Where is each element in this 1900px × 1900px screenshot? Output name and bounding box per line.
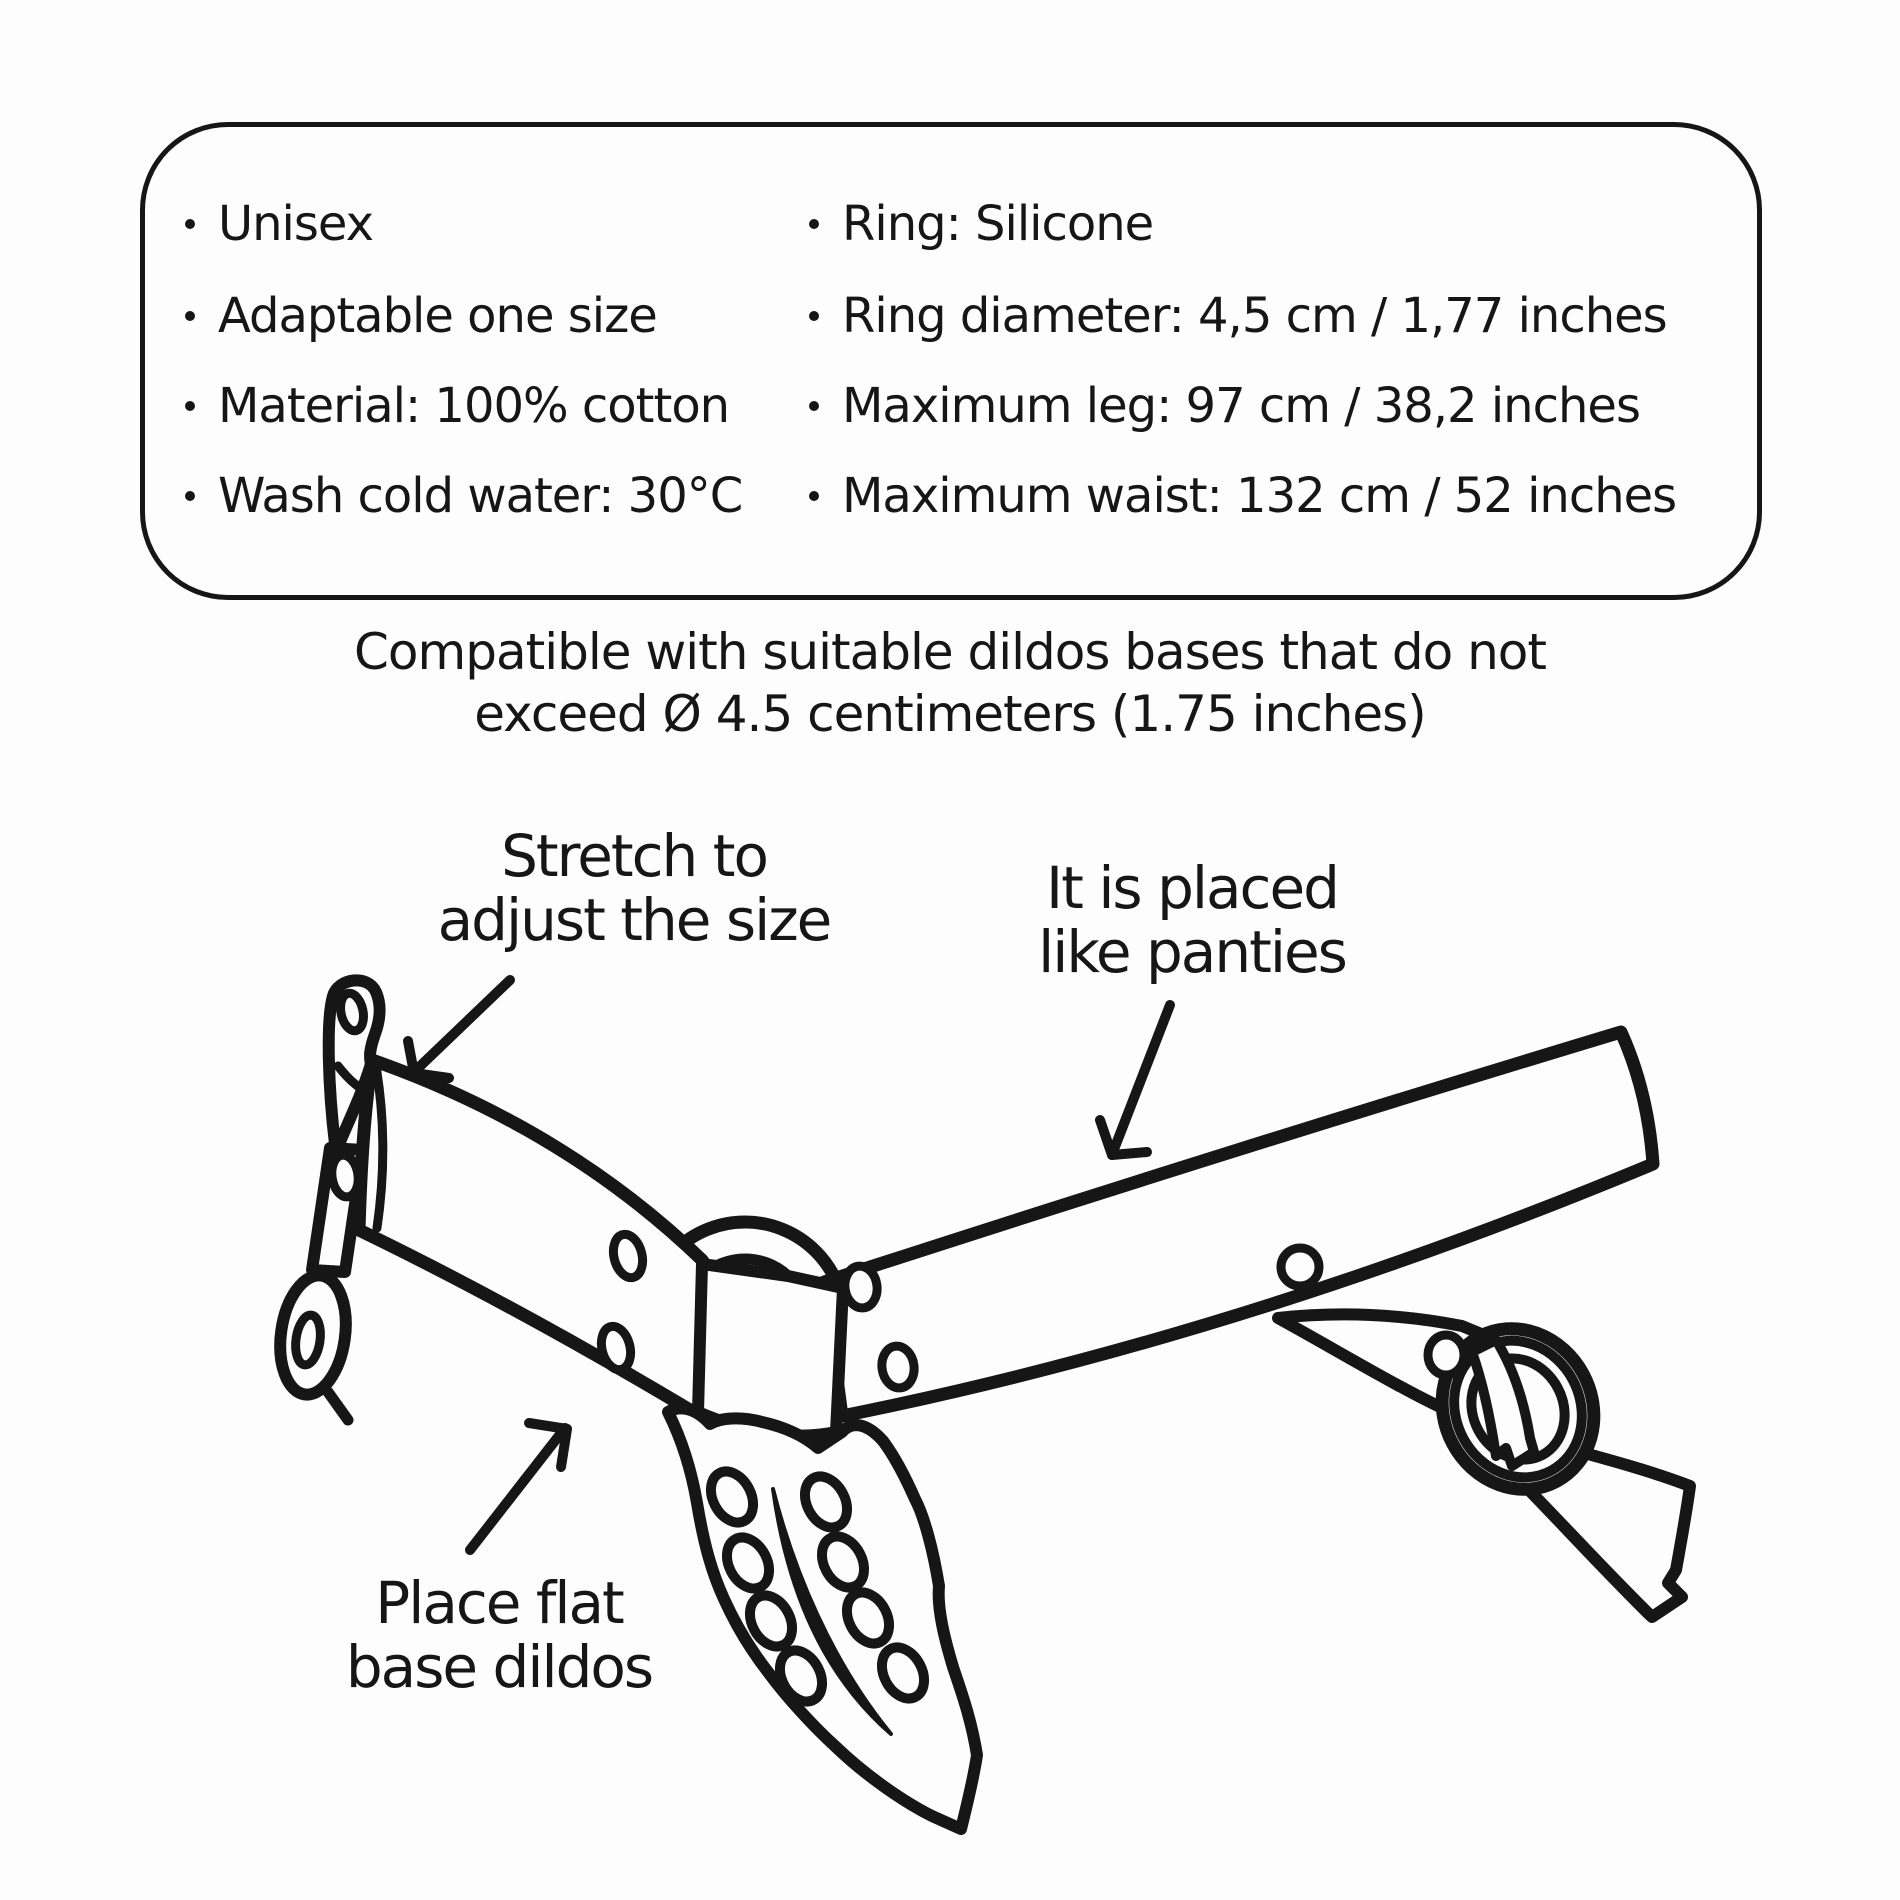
spec-item-max-leg — [809, 376, 1640, 436]
spec-item-label: Material: 100% cotton — [218, 378, 730, 434]
spec-item-label: Ring diameter: 4,5 cm / 1,77 inches — [842, 288, 1667, 344]
annotation-panties — [842, 856, 1542, 984]
bullet-dot-icon — [809, 401, 819, 411]
spec-item-adaptable — [185, 286, 657, 346]
annotation-place-line1: Place flat — [375, 1569, 623, 1637]
spec-item-label: Maximum leg: 97 cm / 38,2 inches — [842, 378, 1640, 434]
annotation-panties-line1: It is placed — [1046, 854, 1338, 922]
compatibility-note-line2: exceed Ø 4.5 centimeters (1.75 inches) — [474, 685, 1426, 743]
place-arrow-icon — [470, 1423, 567, 1550]
panties-arrow-icon — [1100, 1005, 1170, 1155]
stretch-arrow-icon — [408, 980, 510, 1078]
bullet-dot-icon — [185, 491, 195, 501]
spec-item-max-waist — [809, 466, 1676, 526]
bullet-dot-icon — [809, 311, 819, 321]
annotation-stretch-line1: Stretch to — [501, 822, 767, 890]
bullet-dot-icon — [185, 311, 195, 321]
spec-item-unisex — [185, 194, 373, 254]
left-strap-loop-hole — [293, 1314, 324, 1367]
left-strap-tab-fold — [337, 991, 366, 1033]
bullet-dot-icon — [185, 219, 195, 229]
spec-item-ring — [809, 194, 1153, 254]
compatibility-note-line1: Compatible with suitable dildos bases that do not — [354, 623, 1546, 681]
spec-item-label: Adaptable one size — [218, 288, 657, 344]
annotation-place — [149, 1571, 849, 1699]
spec-item-wash — [185, 466, 742, 526]
annotation-stretch-line2: adjust the size — [437, 886, 831, 954]
compatibility-note — [0, 621, 1900, 745]
spec-item-material — [185, 376, 729, 436]
bullet-dot-icon — [809, 219, 819, 229]
left-waist-strap — [359, 1060, 710, 1416]
annotation-panties-line2: like panties — [1038, 918, 1346, 986]
spec-item-label: Wash cold water: 30°C — [218, 468, 743, 524]
bullet-dot-icon — [809, 491, 819, 501]
spec-item-label: Ring: Silicone — [842, 196, 1154, 252]
left-strap-loop-tip — [328, 1392, 348, 1420]
spec-item-ring-diameter — [809, 286, 1667, 346]
spec-item-label: Maximum waist: 132 cm / 52 inches — [842, 468, 1677, 524]
bullet-dot-icon — [185, 401, 195, 411]
center-patch — [698, 1264, 843, 1436]
annotation-place-line2: base dildos — [345, 1633, 653, 1701]
spec-item-label: Unisex — [218, 196, 373, 252]
